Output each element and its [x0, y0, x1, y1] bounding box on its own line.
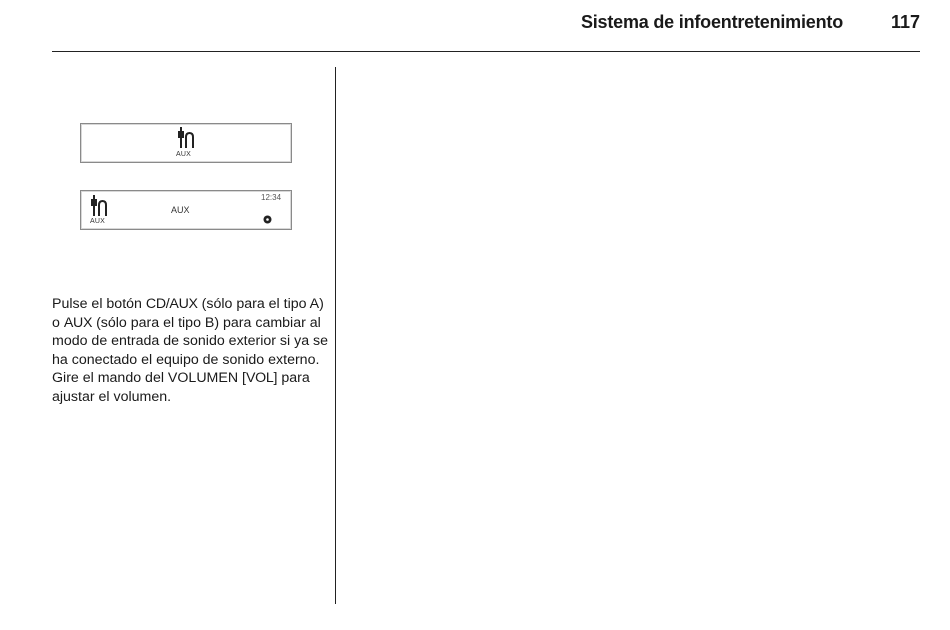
- aux-input-icon: [90, 195, 108, 217]
- clock: 12:34: [261, 193, 282, 202]
- disc-icon: [263, 215, 272, 224]
- button-name-aux: AUX: [63, 314, 93, 331]
- button-name-cd-aux: CD/AUX: [145, 296, 198, 312]
- source-label: AUX: [171, 205, 190, 215]
- text-run: (sólo para el tipo B) para cambiar al modo de entrada de sonido exterior si ya se ha conectado el equipo de sonido externo. Gire el mando del VOLUMEN [: [52, 314, 329, 386]
- instruction-paragraph: [52, 295, 334, 406]
- text-run: Pulse el botón: [52, 296, 146, 312]
- aux-icon-label: AUX: [176, 151, 191, 158]
- button-name-vol: VOL: [245, 370, 274, 386]
- display-illustration-a: [80, 123, 292, 163]
- aux-icon-label: AUX: [90, 218, 105, 225]
- column-divider: [335, 67, 336, 604]
- text-run: ] para ajustar el volumen.: [52, 370, 310, 405]
- page-title: Sistema de infoentretenimiento: [580, 12, 843, 32]
- page-number: 117: [890, 12, 920, 32]
- aux-input-icon: [177, 127, 195, 149]
- header-divider: [52, 51, 920, 52]
- display-illustration-b: [80, 190, 292, 230]
- text-run: (sólo para el tipo A) o: [52, 296, 324, 331]
